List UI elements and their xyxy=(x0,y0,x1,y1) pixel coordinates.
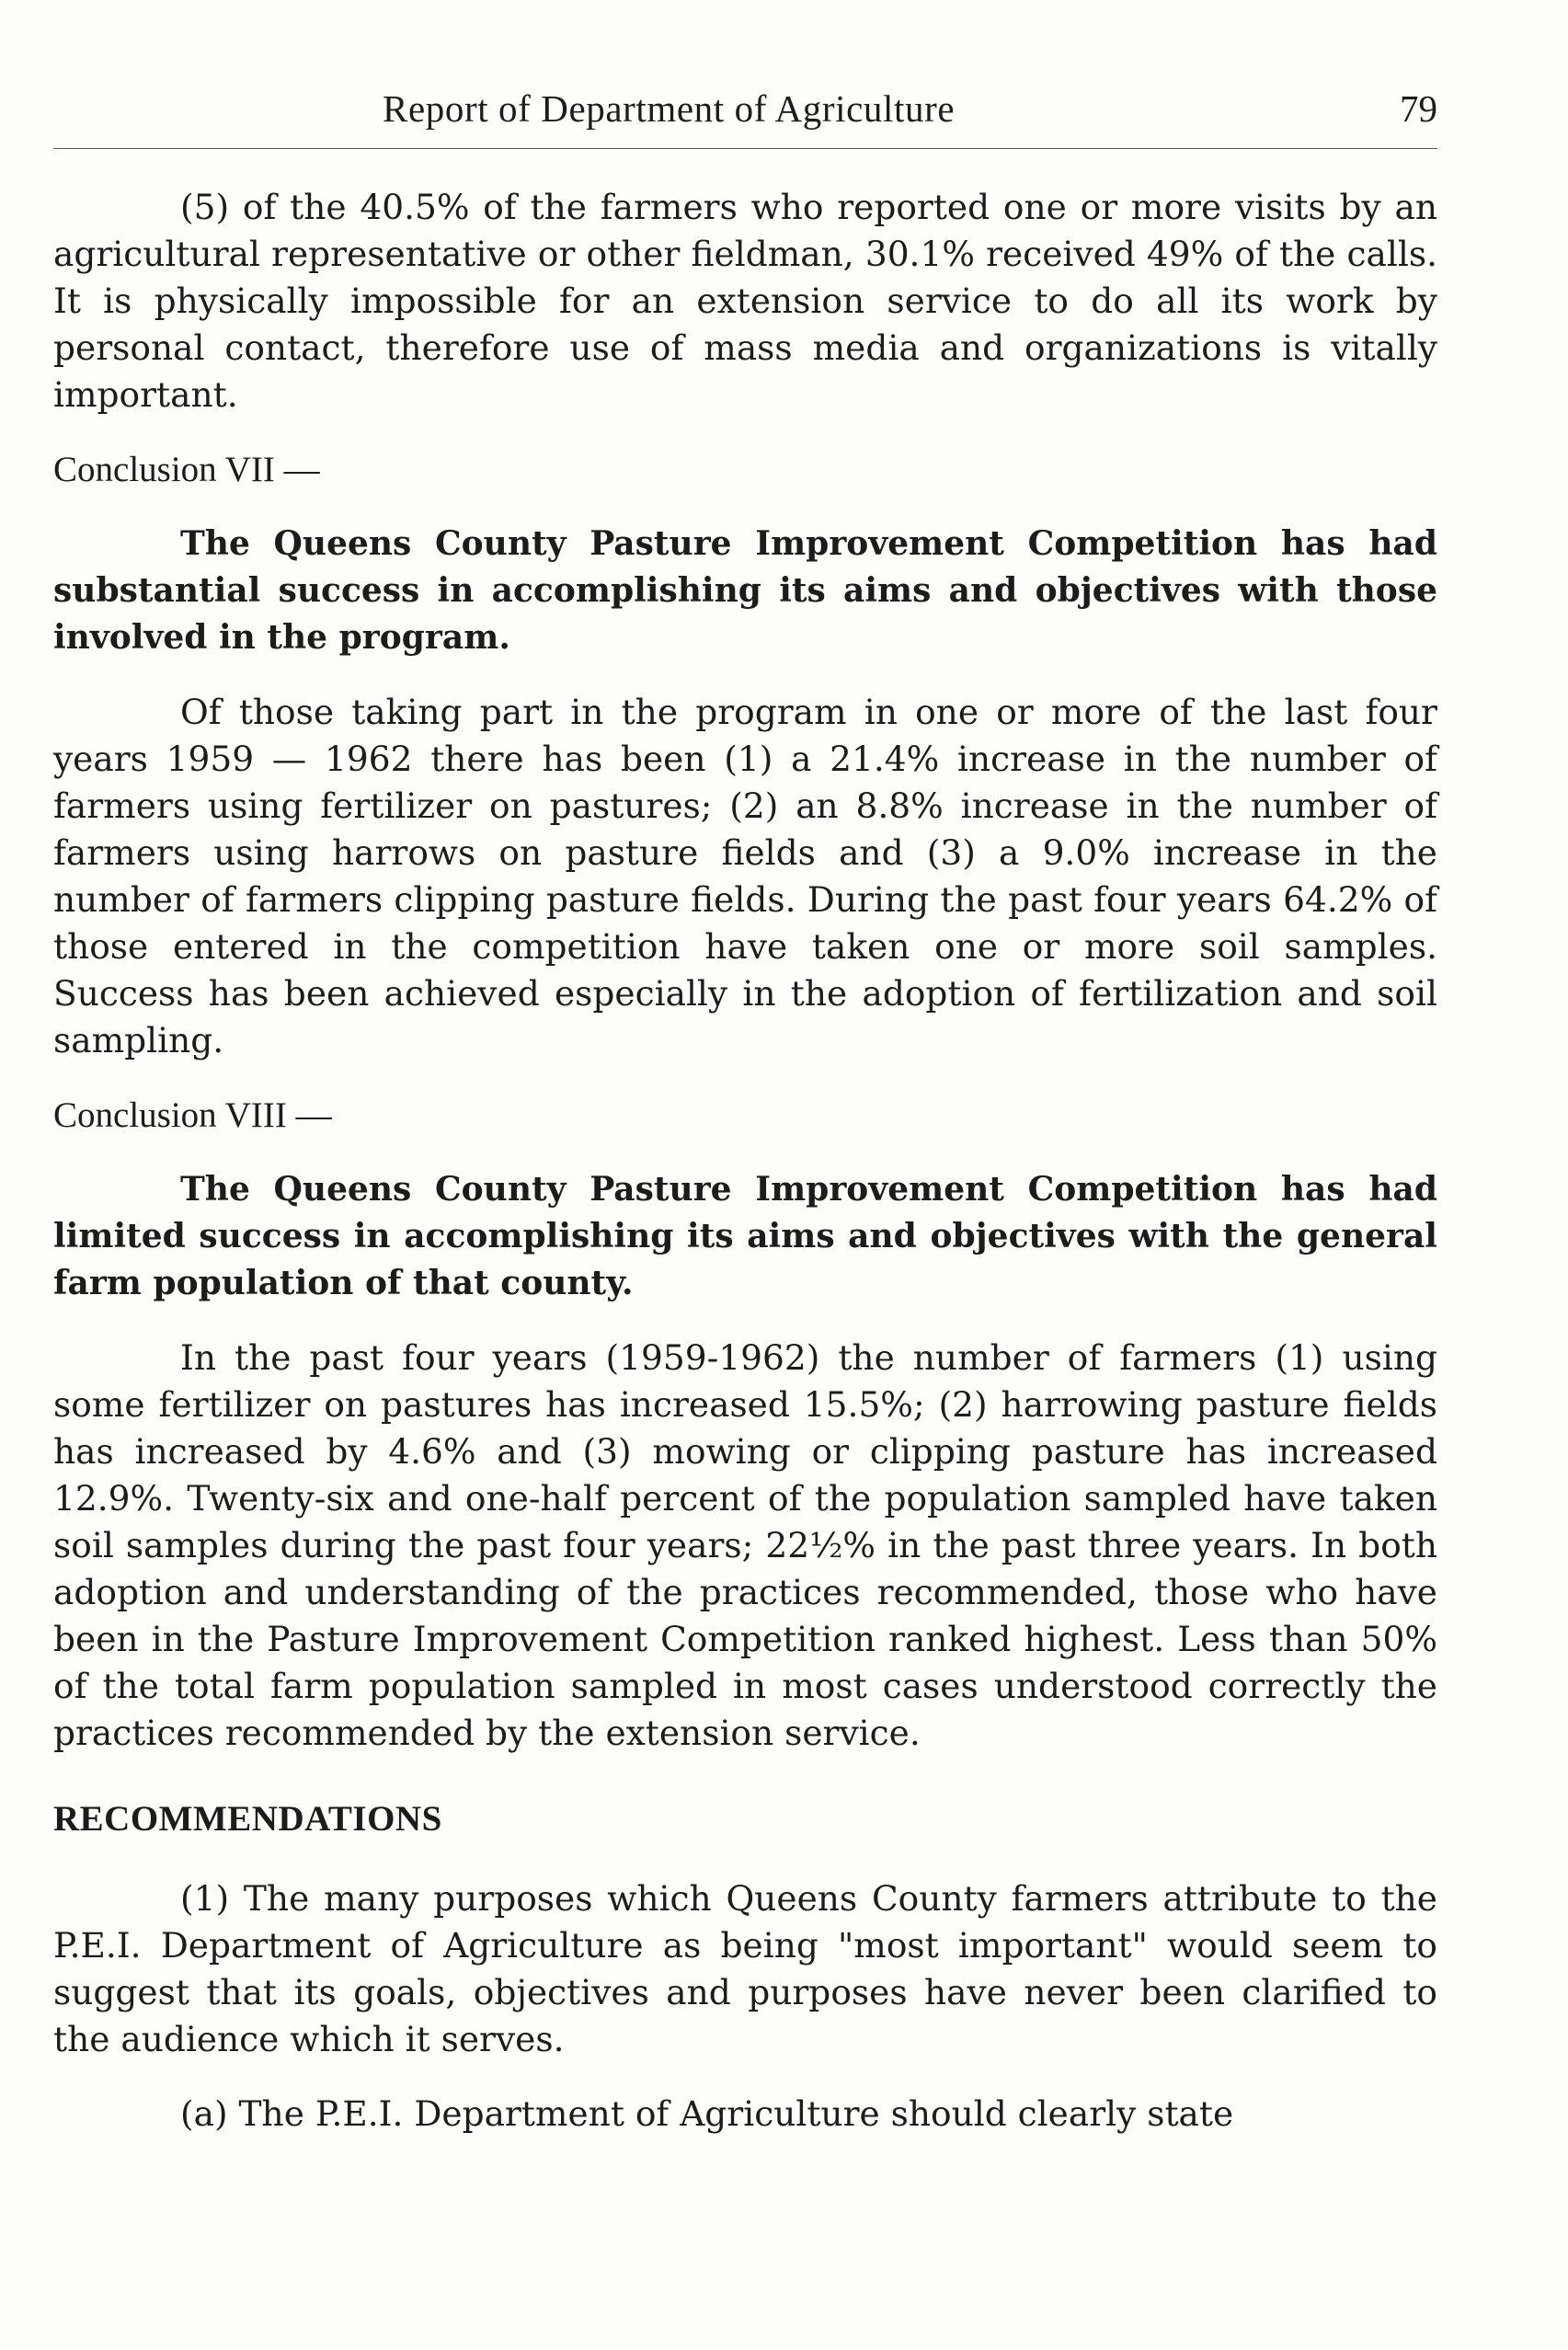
conclusion-vii-statement: The Queens County Pasture Improvement Competition has had substantial success in accomplishing its aims and objectives with those involved in the program. xyxy=(53,524,1437,657)
recommendation-1: (1) The many purposes which Queens County farmers attribute to the P.E.I. Department of Agriculture as being "most important" would seem to suggest that its goals, objectives and purposes have never been clarified to the audience which it serves. xyxy=(53,1878,1437,2059)
paragraph-participants: Of those taking part in the program in one or more of the last four years 1959 — 1962 there has been (1) a 21.4% increase in the number of farmers using fertilizer on pastures; (2) an 8.8% increase in the number of farmers using harrows on pasture fields and (3) a 9.0% increase in the number of farmers clipping pasture fields. During the past four years 64.2% of those entered in the competition have taken one or more soil samples. Success has been achieved especially in the adoption of fertilization and soil sampling. xyxy=(53,692,1437,1060)
paragraph-general-population: In the past four years (1959-1962) the number of farmers (1) using some fertilizer on pastures has increased 15.5%; (2) harrowing pasture fields has increased by 4.6% and (3) mowing or clipping pasture has increased 12.9%. Twenty-six and one-half percent of the population sampled have taken soil samples during the past four years; 22½% in the past three years. In both adoption and understanding of the practices recommended, those who have been in the Pasture Improvement Competition ranked highest. Less than 50% of the total farm population sampled in most cases understood correctly the practices recommended by the extension service. xyxy=(53,1337,1437,1753)
page-header xyxy=(53,87,1437,149)
document-page xyxy=(53,87,1437,2138)
running-title: Report of Department of Agriculture xyxy=(383,87,956,130)
recommendation-a: (a) The P.E.I. Department of Agriculture should clearly state xyxy=(180,2093,1234,2134)
recommendations-heading: RECOMMENDATIONS xyxy=(53,1799,442,1839)
page-number: 79 xyxy=(1400,87,1437,130)
paragraph-visits: (5) of the 40.5% of the farmers who reported one or more visits by an agricultural representative or other fieldman, 30.1% received 49% of the calls. It is physically impossible for an extension service to do all its work by personal contact, therefore use of mass media and organizations is vitally important. xyxy=(53,187,1437,415)
page-body xyxy=(53,184,1437,2138)
conclusion-vii-label: Conclusion VII — xyxy=(53,450,320,489)
conclusion-viii-label: Conclusion VIII — xyxy=(53,1095,332,1135)
conclusion-viii-statement: The Queens County Pasture Improvement Competition has had limited success in accomplishing its aims and objectives with the general farm population of that county. xyxy=(53,1170,1437,1302)
